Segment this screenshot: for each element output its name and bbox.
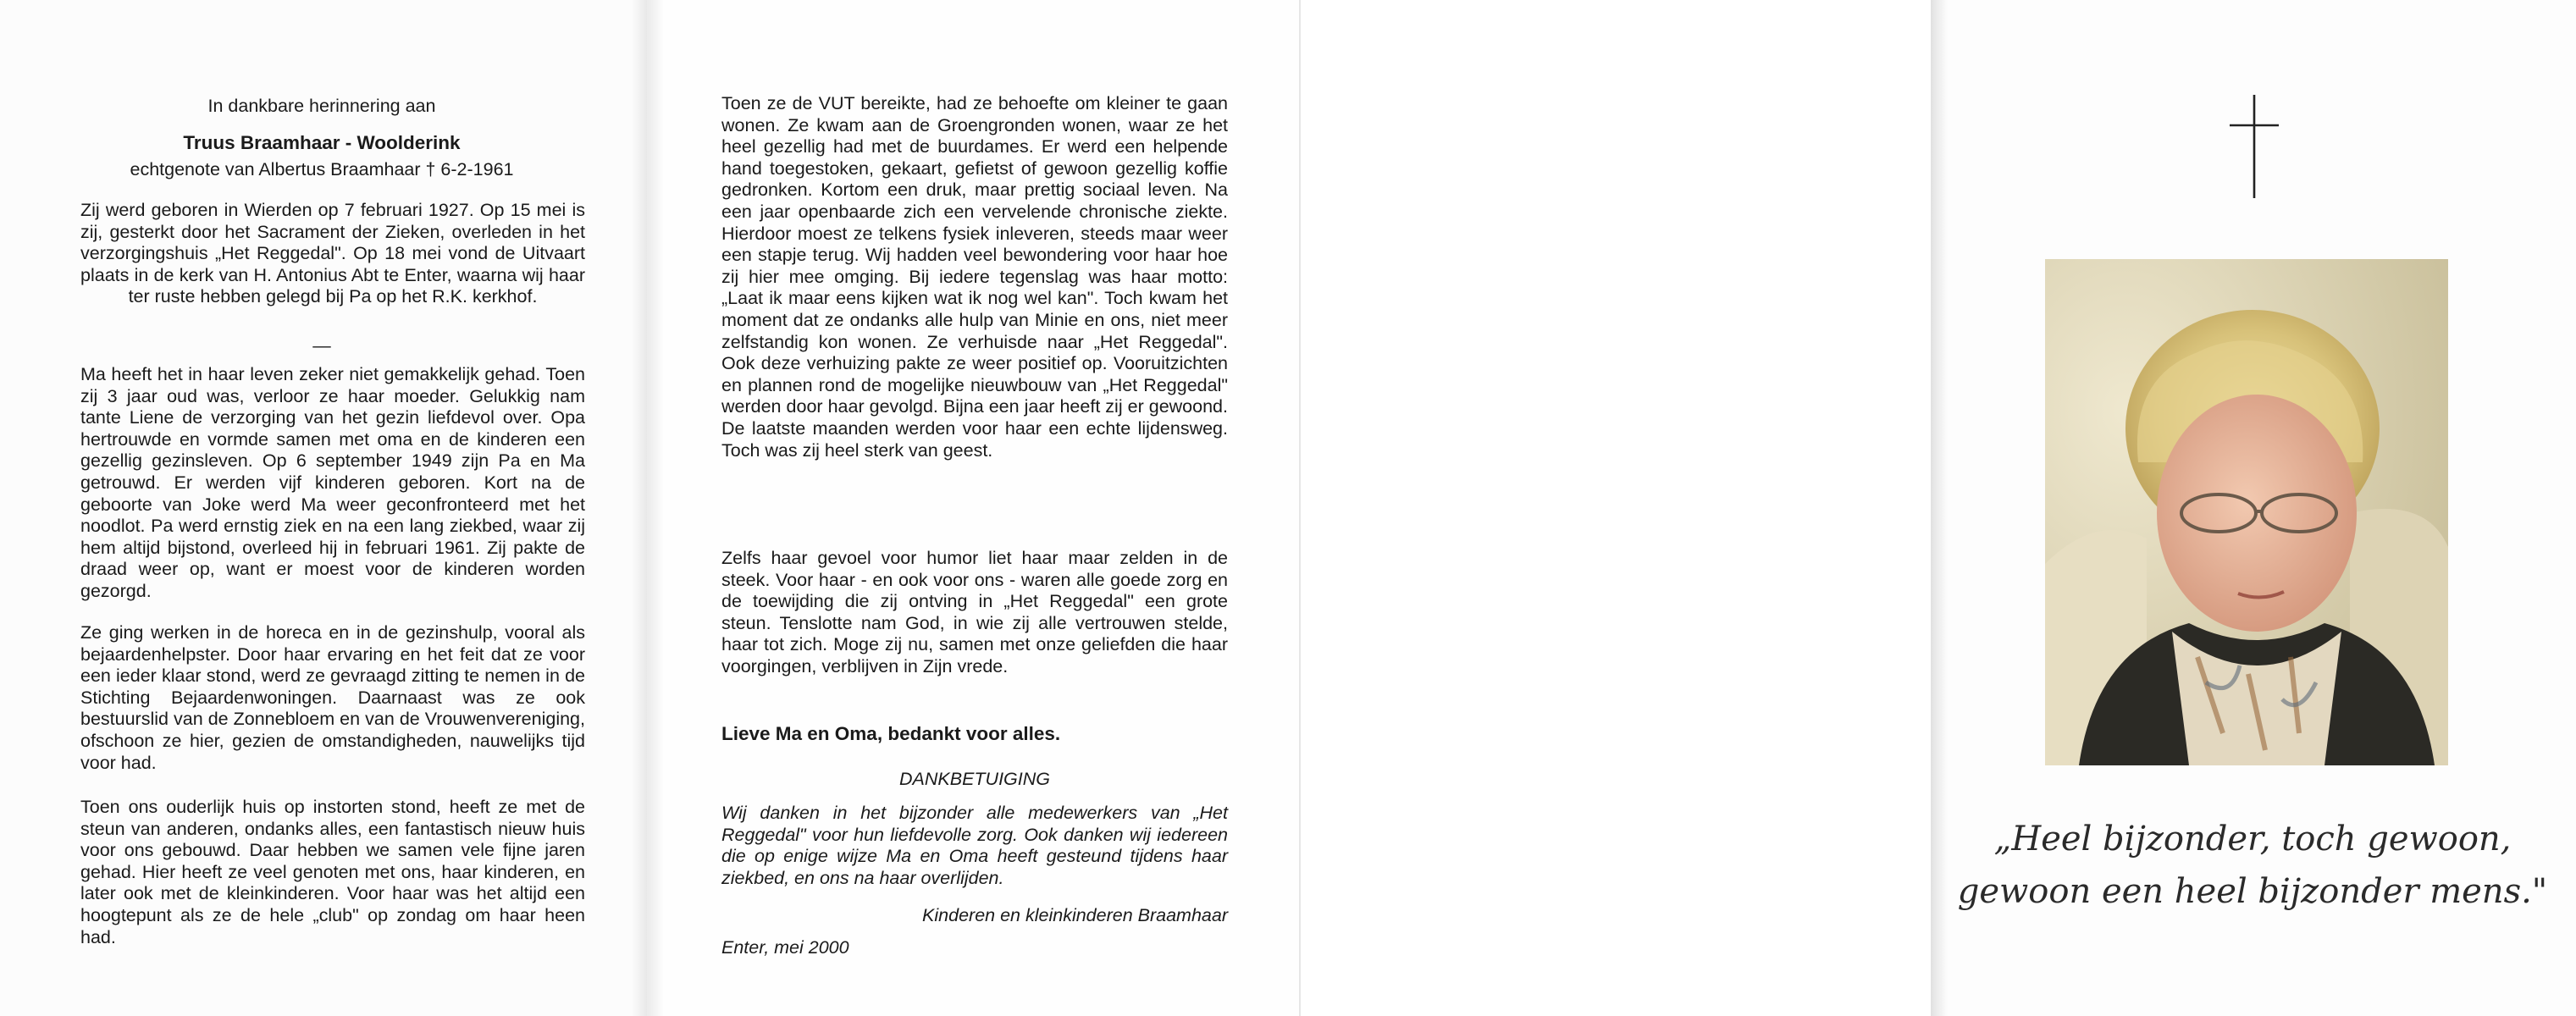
later-life-paragraph: Toen ze de VUT bereikte, had ze behoefte om kleiner te gaan wonen. Ze kwam aan de Groengronden wonen, waar ze het heel gezellig had met de buurdames. Er werd een helpende hand toegestoken, gekaart, gefietst of gewoon gezellig koffie gedronken. Kortom een druk, maar prettig sociaal leven. Na een jaar openbaarde zich een vervelende chronische ziekte. Hierdoor moest ze telkens fysiek inleveren, steeds maar weer een stapje terug. Wij hadden veel bewondering voor haar hoe zij hier mee omging. Bij iedere tegenslag was haar motto: „Laat ik maar eens kijken wat ik nog wel kan". Toch kwam het moment dat ze ondanks alle hulp van Minie en ons, niet meer zelfstandig kon wonen. Ze verhuisde naar „Het Reggedal". Ook deze verhuizing pakte ze weer positief op. Vooruitzichten en plannen rond de mogelijke nieuwbouw van „Het Reggedal" werden door haar gevolgd. Bijna een jaar heeft zij er gewoond. De laatste maanden werden voor haar een echte lijdensweg. Toch was zij heel sterk van geest. [721,93,1228,461]
memorial-card-panel-3-blank [1299,0,1931,1016]
dankbetuiging-title: DANKBETUIGING [899,769,1050,789]
life-paragraph-3: Toen ons ouderlijk huis op instorten stond, heeft ze met de steun van anderen, ondanks alles, een fantastisch nieuw huis voor ons gebouwd. Daar hebben we samen vele fijne jaren gehad. Hier heeft ze veel genoten met ons, haar kinderen, en later ook met de kleinkinderen. Voor haar was het altijd een hoogtepunt als ze de hele „club" op zondag om haar heen had. [80,797,585,947]
separator-dash: — [312,335,331,356]
fold-shadow [649,0,664,1016]
life-paragraph-2: Ze ging werken in de horeca en in de gezinshulp, vooral als bejaardenhelpster. Door haar ervaring en het feit dat ze voor een ieder klaar stond, werd ze gevraagd zitting te nemen in de Stichting Bejaardenwoningen. Daarnaast was ze ook bestuurslid van de Zonnebloem en van de Vrouwenvereniging, ofschoon ze hier, gezien de omstandigheden, nauwelijks tijd voor had. [80,622,585,773]
cross-icon [2225,91,2284,202]
quote-line-2: gewoon een heel bijzonder mens." [1957,872,2548,911]
deceased-name: Truus Braamhaar - Woolderink [183,132,461,153]
life-paragraph-1: Ma heeft het in haar leven zeker niet gemakkelijk gehad. Toen zij 3 jaar oud was, verloor ze haar moeder. Gelukkig nam tante Liene de verzorging van het gezin liefdevol over. Opa hertrouwde en vormde samen met oma en de kinderen een gezellig gezinsleven. Op 6 september 1949 zijn Pa en Ma getrouwd. Er werden vijf kinderen geboren. Kort na de geboorte van Joke werd Ma weer geconfronteerd met het noodlot. Pa werd ernstig ziek en na een lang ziekbed, waar zij hem altijd bijstond, overleed hij in februari 1961. Zij pakte de draad weer op, want er moest voor de kinderen worden gezorgd. [80,364,585,601]
faith-paragraph: Zelfs haar gevoel voor humor liet haar maar zelden in de steek. Voor haar - en ook voor ons - waren alle goede zorg en de toewijding die zij ontving in „Het Reggedal" een grote steun. Tenslotte nam God, in wie zij alle vertrouwen stelde, haar tot zich. Moge zij nu, samen met onze geliefden die haar voorgingen, verblijven in Zijn vrede. [721,548,1228,676]
fold-shadow [632,0,647,1016]
place-date: Enter, mei 2000 [721,937,849,958]
spouse-line: echtgenote van Albertus Braamhaar † 6-2-1961 [130,159,514,179]
dankbetuiging-text: Wij danken in het bijzonder alle medewerkers van „Het Reggedal" voor hun liefdevolle zorg. Ook danken wij iedereen die op enige wijze Ma en Oma heeft gesteund tijdens haar ziekbed, en ons na haar overlijden. [721,803,1228,888]
intro-text: In dankbare herinnering aan [207,96,436,116]
signature: Kinderen en kleinkinderen Braamhaar [922,905,1228,925]
thanks-line: Lieve Ma en Oma, bedankt voor alles. [721,723,1061,744]
quote-line-1: „Heel bijzonder, toch gewoon, [1993,820,2512,859]
fold-shadow [1932,0,1948,1016]
portrait-photo [2045,259,2448,765]
bio-paragraph: Zij werd geboren in Wierden op 7 februari 1927. Op 15 mei is zij, gesterkt door het Sacrament der Zieken, overleden in het verzorgingshuis „Het Reggedal". Op 18 mei vond de Uitvaart plaats in de kerk van H. Antonius Abt te Enter, waarna wij haar ter ruste hebben gelegd bij Pa op het R.K. kerkhof. [80,200,585,307]
